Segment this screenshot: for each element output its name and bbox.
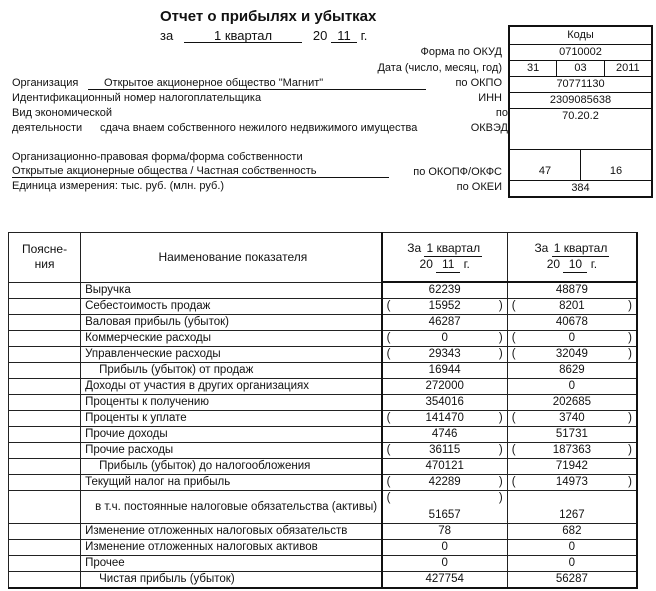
activity-label-1: Вид экономической — [12, 107, 113, 119]
table-row — [9, 427, 638, 443]
current-period-cell — [382, 411, 508, 427]
okopf-code: 47 — [538, 165, 552, 177]
col-notes-header — [9, 233, 81, 283]
row-notes-cell — [9, 524, 81, 540]
col-previous-header — [507, 233, 637, 283]
previous-period-value: 187363 — [552, 444, 592, 456]
org-label: Организация — [12, 77, 79, 89]
previous-period-cell — [507, 491, 637, 524]
previous-period-value: 48879 — [555, 284, 588, 296]
previous-period-value: 0 — [568, 557, 576, 569]
table-row — [9, 363, 638, 379]
previous-period-value: 8201 — [559, 300, 585, 312]
current-period-value: 78 — [438, 525, 452, 537]
previous-period-cell — [507, 427, 637, 443]
open-paren: ( — [386, 332, 391, 344]
previous-period-cell — [507, 459, 637, 475]
table-row — [9, 443, 638, 459]
table-row — [9, 379, 638, 395]
row-name-cell — [81, 299, 382, 315]
okei-code: 384 — [571, 182, 590, 194]
previous-period-value: 0 — [568, 380, 576, 392]
current-period-value: 51657 — [428, 509, 461, 521]
year-suffix: 11 — [331, 29, 357, 43]
table-row — [9, 347, 638, 363]
date-label: Дата (число, месяц, год) — [377, 62, 502, 74]
current-period-cell — [382, 315, 508, 331]
previous-period-cell — [507, 443, 637, 459]
close-paren: ) — [498, 332, 503, 344]
previous-period-cell — [507, 475, 637, 491]
row-name-cell — [81, 491, 382, 524]
previous-period-value: 14973 — [555, 476, 588, 488]
previous-period-value: 40678 — [555, 316, 588, 328]
previous-period-value: 1267 — [559, 509, 585, 521]
okfs-code: 16 — [580, 150, 651, 180]
previous-period-value: 8629 — [559, 364, 585, 376]
previous-period-cell — [507, 395, 637, 411]
row-name-cell — [81, 315, 382, 331]
row-name: Прибыль (убыток) до налогообложения — [99, 460, 311, 472]
row-name-cell — [81, 363, 382, 379]
row-name: Чистая прибыль (убыток) — [99, 573, 235, 585]
current-period-cell — [382, 572, 508, 589]
current-period-value: 0 — [441, 557, 448, 569]
previous-period-value: 56287 — [555, 573, 588, 585]
row-name-cell — [81, 556, 382, 572]
current-period-cell — [382, 491, 508, 524]
previous-period-value: 32049 — [555, 348, 588, 360]
row-name-cell — [81, 459, 382, 475]
col-current-prefix: За — [407, 241, 422, 255]
row-name-cell — [81, 411, 382, 427]
current-period-value: 0 — [441, 541, 448, 553]
close-paren: ) — [628, 300, 632, 312]
col-previous-prefix: За — [534, 241, 549, 255]
codes-title: Коды — [567, 29, 594, 41]
previous-period-value: 682 — [562, 525, 582, 537]
row-name: Доходы от участия в других организациях — [85, 380, 309, 392]
current-period-cell — [382, 379, 508, 395]
col-current-period: 1 квартал — [426, 241, 481, 255]
activity-label-2: деятельности — [12, 122, 83, 134]
close-paren: ) — [498, 348, 503, 360]
income-statement-table — [8, 232, 638, 589]
current-period-value: 272000 — [425, 380, 464, 392]
open-paren: ( — [386, 300, 391, 312]
table-row — [9, 299, 638, 315]
row-notes-cell — [9, 411, 81, 427]
col-previous-unit: г. — [590, 257, 598, 271]
date-month: 03 — [556, 61, 603, 76]
open-paren: ( — [511, 300, 516, 312]
open-paren: ( — [386, 492, 391, 504]
activity-value: сдача внаем собственного нежилого недвижимого имущества — [100, 122, 418, 134]
row-notes-cell — [9, 282, 81, 299]
row-name-cell — [81, 524, 382, 540]
open-paren: ( — [511, 332, 516, 344]
previous-period-cell — [507, 299, 637, 315]
row-notes-cell — [9, 427, 81, 443]
date-day: 31 — [527, 62, 540, 74]
current-period-value: 16944 — [428, 364, 461, 376]
row-notes-cell — [9, 299, 81, 315]
row-name: Коммерческие расходы — [85, 332, 212, 344]
row-notes-cell — [9, 379, 81, 395]
row-name-cell — [81, 572, 382, 589]
row-name: Управленческие расходы — [85, 348, 221, 360]
row-notes-cell — [9, 443, 81, 459]
row-name: Изменение отложенных налоговых обязательств — [85, 525, 348, 537]
codes-box — [508, 25, 653, 198]
table-row — [9, 556, 638, 572]
col-previous-period: 1 квартал — [553, 241, 608, 255]
previous-period-cell — [507, 411, 637, 427]
previous-period-cell — [507, 524, 637, 540]
current-period-cell — [382, 475, 508, 491]
table-row — [9, 395, 638, 411]
table-row — [9, 572, 638, 589]
previous-period-cell — [507, 363, 637, 379]
legal-form-label: Организационно-правовая форма/форма собственности — [12, 151, 303, 163]
row-notes-cell — [9, 363, 81, 379]
open-paren: ( — [511, 444, 516, 456]
close-paren: ) — [628, 348, 632, 360]
okpo-label: по ОКПО — [455, 77, 502, 89]
previous-period-value: 202685 — [552, 396, 592, 408]
okei-label: по ОКЕИ — [456, 181, 502, 193]
col-current-year-prefix: 20 — [419, 257, 433, 271]
previous-period-cell — [507, 540, 637, 556]
okud-code: 0710002 — [559, 46, 602, 58]
report-title: Отчет о прибылях и убытках — [160, 8, 377, 25]
year-prefix: 20 — [312, 28, 328, 43]
inn-label: Идентификационный номер налогоплательщика — [12, 92, 262, 104]
open-paren: ( — [511, 412, 516, 424]
close-paren: ) — [628, 332, 632, 344]
current-period-cell — [382, 395, 508, 411]
row-notes-cell — [9, 556, 81, 572]
current-period-cell — [382, 540, 508, 556]
row-name-cell — [81, 395, 382, 411]
close-paren: ) — [498, 492, 503, 504]
close-paren: ) — [498, 476, 503, 488]
row-name: Проценты к уплате — [85, 412, 187, 424]
row-name: Выручка — [85, 283, 131, 296]
previous-period-cell — [507, 282, 637, 299]
current-period-value: 62239 — [428, 284, 461, 296]
close-paren: ) — [498, 300, 503, 312]
row-notes-cell — [9, 540, 81, 556]
row-name: Изменение отложенных налоговых активов — [85, 541, 318, 553]
row-name-cell — [81, 282, 382, 299]
open-paren: ( — [511, 348, 516, 360]
current-period-value: 141470 — [425, 412, 464, 424]
okved-label-bottom: ОКВЭД — [470, 122, 508, 134]
okopf-label: по ОКОПФ/ОКФС — [413, 166, 502, 178]
current-period-value: 0 — [441, 332, 448, 344]
close-paren: ) — [498, 412, 503, 424]
col-name-header: Наименование показателя — [81, 233, 382, 283]
row-name-cell — [81, 443, 382, 459]
previous-period-cell — [507, 315, 637, 331]
current-period-value: 4746 — [431, 428, 458, 440]
current-period-cell — [382, 524, 508, 540]
current-period-cell — [382, 459, 508, 475]
table-row — [9, 524, 638, 540]
row-notes-cell — [9, 347, 81, 363]
row-notes-cell — [9, 315, 81, 331]
open-paren: ( — [386, 348, 391, 360]
close-paren: ) — [628, 476, 632, 488]
table-row — [9, 315, 638, 331]
table-row — [9, 459, 638, 475]
previous-period-cell — [507, 556, 637, 572]
report-period — [160, 28, 367, 43]
row-notes-cell — [9, 572, 81, 589]
inn-code-label: ИНН — [478, 92, 502, 104]
current-period-cell — [382, 331, 508, 347]
row-notes-cell — [9, 491, 81, 524]
previous-period-cell — [507, 572, 637, 589]
row-name-cell — [81, 379, 382, 395]
col-current-header — [382, 233, 508, 283]
row-name: Прибыль (убыток) от продаж — [99, 364, 254, 376]
row-name: Проценты к получению — [85, 396, 209, 408]
row-name-cell — [81, 475, 382, 491]
row-name-cell — [81, 347, 382, 363]
open-paren: ( — [511, 476, 516, 488]
row-name-cell — [81, 331, 382, 347]
previous-period-cell — [507, 331, 637, 347]
row-name: Прочие доходы — [85, 428, 168, 440]
org-name: Открытое акционерное общество "Магнит" — [88, 77, 426, 90]
current-period-value: 36115 — [429, 444, 461, 456]
row-name: Валовая прибыль (убыток) — [85, 316, 229, 328]
col-current-year: 11 — [436, 257, 460, 273]
row-name: Себестоимость продаж — [85, 300, 211, 312]
table-row — [9, 411, 638, 427]
previous-period-cell — [507, 347, 637, 363]
year-unit: г. — [360, 28, 368, 43]
col-notes-label: Поясне-ния — [22, 242, 68, 272]
close-paren: ) — [498, 444, 503, 456]
legal-form-value: Открытые акционерные общества / Частная собственность — [12, 165, 389, 178]
previous-period-value: 71942 — [555, 460, 588, 472]
table-row — [9, 540, 638, 556]
open-paren: ( — [386, 412, 391, 424]
row-notes-cell — [9, 395, 81, 411]
close-paren: ) — [628, 412, 632, 424]
okpo-code: 70771130 — [556, 78, 605, 90]
period-value: 1 квартал — [184, 29, 302, 43]
row-name: Прочие расходы — [85, 444, 174, 456]
col-previous-year-prefix: 20 — [546, 257, 561, 271]
okved-label-top: по — [495, 107, 508, 119]
current-period-cell — [382, 299, 508, 315]
unit-label: Единица измерения: тыс. руб. (млн. руб.) — [12, 180, 225, 192]
current-period-value: 15952 — [428, 300, 461, 312]
current-period-cell — [382, 556, 508, 572]
current-period-cell — [382, 363, 508, 379]
okved-code: 70.20.2 — [562, 110, 599, 122]
current-period-cell — [382, 443, 508, 459]
inn-code: 2309085638 — [549, 94, 612, 106]
current-period-value: 46287 — [428, 316, 461, 328]
current-period-cell — [382, 282, 508, 299]
col-current-unit: г. — [463, 257, 470, 271]
row-notes-cell — [9, 459, 81, 475]
table-row — [9, 491, 638, 524]
current-period-value: 354016 — [425, 396, 464, 408]
row-notes-cell — [9, 475, 81, 491]
close-paren: ) — [628, 444, 632, 456]
period-prefix: за — [160, 28, 174, 43]
row-name: в т.ч. постоянные налоговые обязательства (активы) — [95, 501, 378, 513]
table-row — [9, 475, 638, 491]
current-period-value: 470121 — [425, 460, 464, 472]
current-period-cell — [382, 347, 508, 363]
current-period-value: 427754 — [425, 573, 464, 585]
current-period-value: 42289 — [428, 476, 461, 488]
table-row — [9, 331, 638, 347]
okud-label: Форма по ОКУД — [420, 46, 502, 58]
row-name-cell — [81, 540, 382, 556]
date-year: 2011 — [604, 61, 651, 76]
row-name-cell — [81, 427, 382, 443]
previous-period-value: 51731 — [555, 428, 588, 440]
current-period-cell — [382, 427, 508, 443]
row-name: Прочее — [85, 557, 125, 569]
table-row — [9, 282, 638, 299]
previous-period-value: 0 — [568, 332, 576, 344]
row-name: Текущий налог на прибыль — [85, 476, 231, 488]
col-previous-year: 10 — [563, 257, 587, 273]
previous-period-value: 0 — [568, 541, 576, 553]
open-paren: ( — [386, 476, 391, 488]
table-header-row — [9, 233, 638, 283]
previous-period-cell — [507, 379, 637, 395]
open-paren: ( — [386, 444, 391, 456]
previous-period-value: 3740 — [559, 412, 585, 424]
row-notes-cell — [9, 331, 81, 347]
current-period-value: 29343 — [428, 348, 461, 360]
